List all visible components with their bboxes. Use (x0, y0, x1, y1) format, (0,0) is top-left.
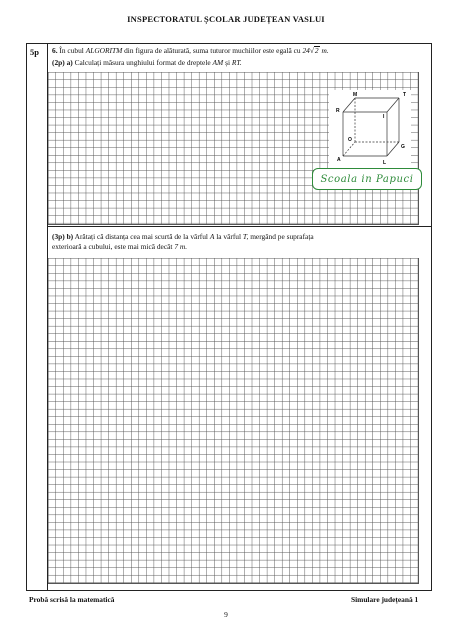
vertex-r: R (336, 108, 340, 114)
page-header: INSPECTORATUL ȘCOLAR JUDEȚEAN VASLUI (127, 14, 325, 24)
exercise-points: 5p (30, 47, 39, 57)
statement-part-2: din figura de alăturată, suma tuturor muchiilor este egală cu (124, 46, 301, 55)
part-a-conj: și (225, 58, 230, 67)
cube-drawing (329, 90, 411, 168)
vertex-g: G (401, 144, 405, 150)
vertex-a-ref: A (209, 232, 215, 241)
vertex-t-ref: T, (242, 232, 249, 241)
problem-statement (52, 46, 329, 55)
watermark-text: Scoala in Papuci (320, 174, 414, 185)
part-b-prompt-line2 (52, 242, 187, 251)
line-am: AM (212, 58, 224, 67)
footer-exam: Simulare județeană 1 (351, 595, 419, 604)
cube-figure (329, 90, 411, 168)
part-divider (48, 226, 432, 227)
part-a-points: (2p) a) (52, 58, 73, 67)
statement-part-1: În cubul (59, 46, 84, 55)
part-b-points: (3p) b) (52, 232, 74, 241)
vertex-i: I (383, 114, 385, 120)
edge-sum-unit: m. (321, 46, 329, 55)
part-b-text3: mergând pe suprafața (250, 232, 314, 241)
watermark-logo (312, 168, 422, 190)
part-a-text: Calculați măsura unghiului format de dreptele (74, 58, 211, 67)
part-b-text2: la vârful (216, 232, 242, 241)
answer-grid-b[interactable] (48, 258, 419, 584)
edge-sum-coef: 24 (302, 46, 310, 55)
vertex-a: A (337, 157, 341, 163)
distance-limit: 7 m. (174, 242, 188, 251)
vertex-o: O (348, 137, 352, 143)
problem-number: 6. (52, 46, 58, 55)
vertex-l: L (383, 160, 387, 166)
vertex-m: M (353, 92, 358, 98)
line-rt: RT. (231, 58, 242, 67)
footer-subject: Probă scrisă la matematică (29, 595, 115, 604)
vertex-t: T (403, 92, 407, 98)
page-number: 9 (224, 610, 228, 619)
part-b-text4: exterioară a cubului, este mai mică decât (52, 242, 173, 251)
edge-sum-radicand: 2 (314, 46, 319, 55)
part-b-text1: Arătați că distanța cea mai scurtă de la vârful (74, 232, 208, 241)
part-b-prompt-line1 (52, 232, 314, 241)
edge-sum: 24√2 (302, 46, 319, 55)
cube-name: ALGORITM (85, 46, 123, 55)
part-a-prompt (52, 58, 242, 67)
